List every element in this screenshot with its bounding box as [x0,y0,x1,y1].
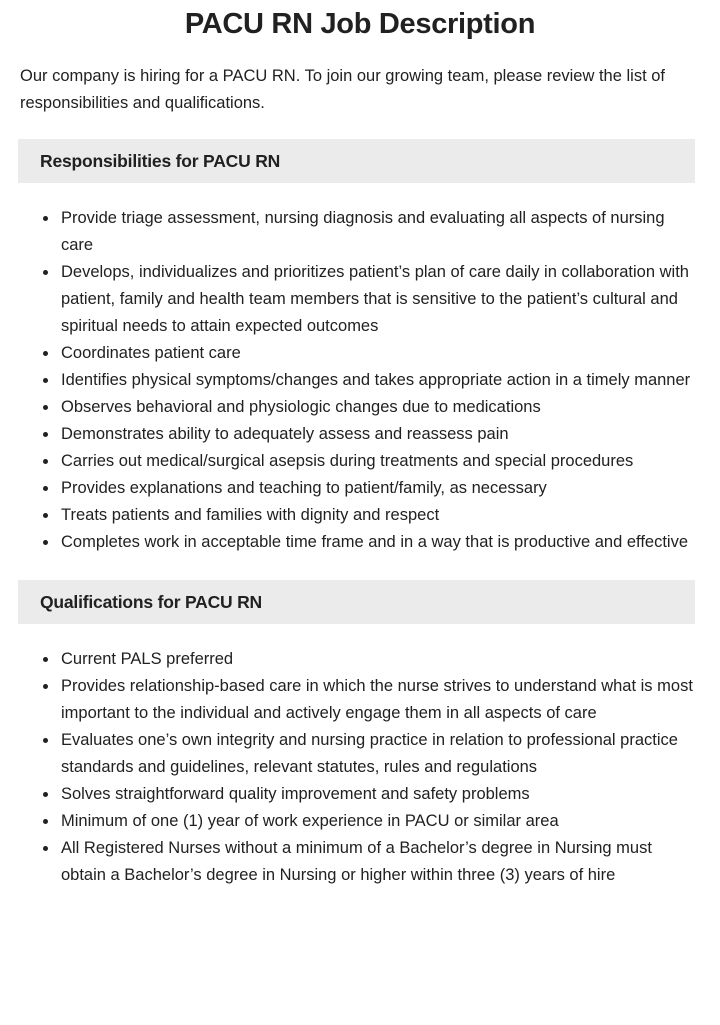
list-item: • Current PALS preferred [59,646,694,673]
list-item: • Minimum of one (1) year of work experience in PACU or similar area [59,808,694,835]
list-item: • Provides relationship-based care in which the nurse strives to understand what is most important to the individual and actively engage them in all aspects of care [59,673,694,727]
list-item: • Completes work in acceptable time frame and in a way that is productive and effective [59,529,694,556]
responsibilities-section [0,139,720,556]
list-item: • Identifies physical symptoms/changes and takes appropriate action in a timely manner [59,367,694,394]
list-item: • Demonstrates ability to adequately assess and reassess pain [59,421,694,448]
list-item: • Provides explanations and teaching to patient/family, as necessary [59,475,694,502]
list-item: • Treats patients and families with dignity and respect [59,502,694,529]
qualifications-list [20,646,694,889]
qualifications-section [0,580,720,889]
page-title: PACU RN Job Description [184,8,536,40]
list-item: • Develops, individualizes and prioritizes patient’s plan of care daily in collaboration with patient, family and health team members that is sensitive to the patient’s cultural and spiritual needs to attain expected outcomes [59,259,694,340]
list-item: • All Registered Nurses without a minimum of a Bachelor’s degree in Nursing must obtain a Bachelor’s degree in Nursing or higher within three (3) years of hire [59,835,694,889]
list-item: • Solves straightforward quality improvement and safety problems [59,781,694,808]
intro-paragraph: Our company is hiring for a PACU RN. To join our growing team, please review the list of responsibilities and qualifications. [20,67,665,113]
responsibilities-list [20,205,694,556]
list-item: • Provide triage assessment, nursing diagnosis and evaluating all aspects of nursing care [59,205,694,259]
qualifications-heading: Qualifications for PACU RN [18,580,695,624]
responsibilities-heading: Responsibilities for PACU RN [18,139,695,183]
list-item: • Evaluates one’s own integrity and nursing practice in relation to professional practice standards and guidelines, relevant statutes, rules and regulations [59,727,694,781]
list-item: • Observes behavioral and physiologic changes due to medications [59,394,694,421]
list-item: • Coordinates patient care [59,340,694,367]
list-item: • Carries out medical/surgical asepsis during treatments and special procedures [59,448,694,475]
